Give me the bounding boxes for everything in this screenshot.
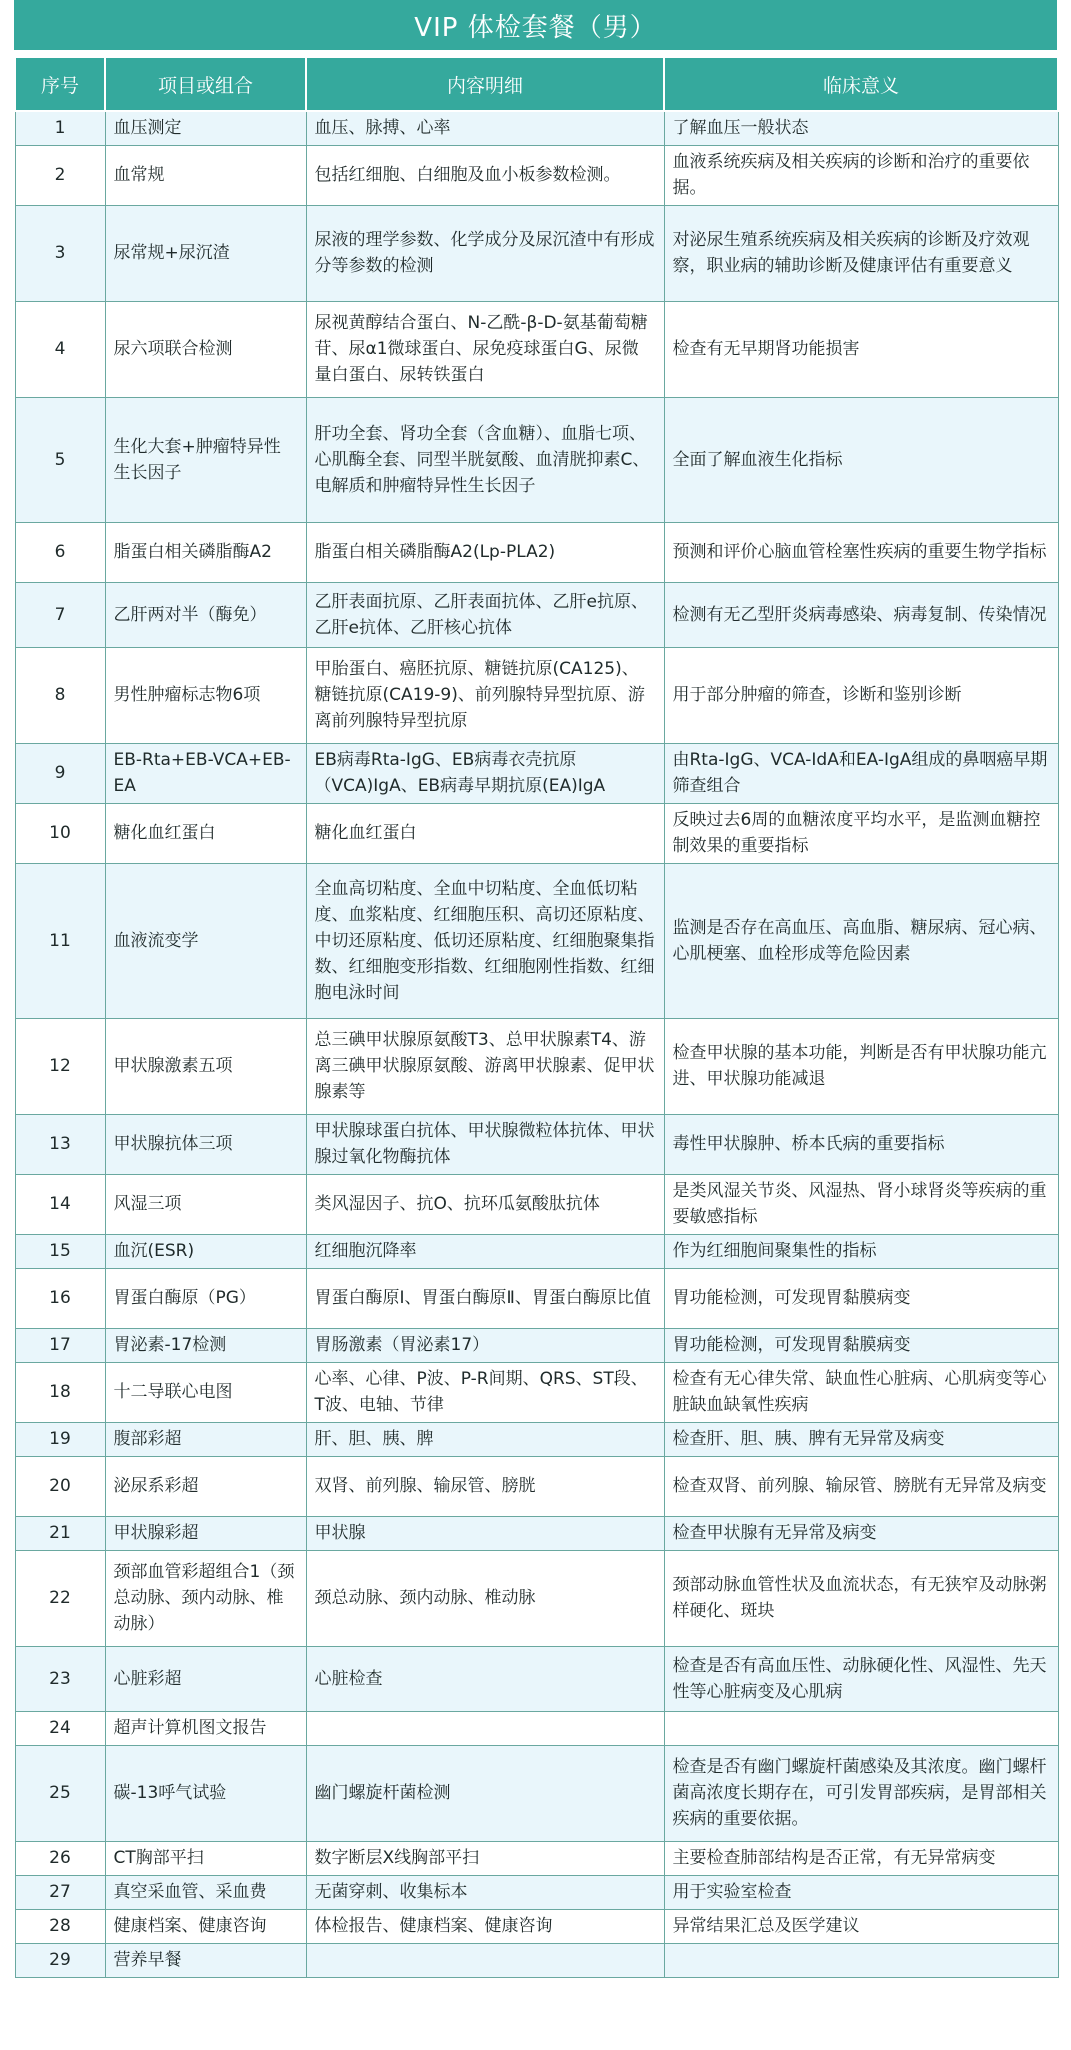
cell-detail: 糖化血红蛋白 bbox=[306, 803, 664, 863]
cell-detail: 总三碘甲状腺原氨酸T3、总甲状腺素T4、游离三碘甲状腺原氨酸、游离甲状腺素、促甲状腺素等 bbox=[306, 1018, 664, 1114]
table-row bbox=[15, 397, 1058, 522]
table-row bbox=[15, 1018, 1058, 1114]
cell-no: 13 bbox=[15, 1114, 105, 1174]
cell-item: 十二导联心电图 bbox=[105, 1362, 306, 1422]
table-row bbox=[15, 1268, 1058, 1328]
cell-no: 27 bbox=[15, 1875, 105, 1909]
table-row bbox=[15, 1875, 1058, 1909]
table-row bbox=[15, 582, 1058, 647]
cell-item: 尿常规+尿沉渣 bbox=[105, 205, 306, 301]
cell-no: 22 bbox=[15, 1550, 105, 1646]
cell-meaning: 检查有无早期肾功能损害 bbox=[664, 301, 1058, 397]
cell-meaning: 监测是否存在高血压、高血脂、糖尿病、冠心病、心肌梗塞、血栓形成等危险因素 bbox=[664, 863, 1058, 1018]
header-item: 项目或组合 bbox=[105, 57, 306, 111]
cell-meaning: 全面了解血液生化指标 bbox=[664, 397, 1058, 522]
cell-meaning bbox=[664, 1943, 1058, 1977]
cell-item: 心脏彩超 bbox=[105, 1646, 306, 1711]
cell-item: 健康档案、健康咨询 bbox=[105, 1909, 306, 1943]
cell-detail: EB病毒Rta-IgG、EB病毒衣壳抗原（VCA)IgA、EB病毒早期抗原(EA)IgA bbox=[306, 743, 664, 803]
table-row bbox=[15, 1174, 1058, 1234]
table-body bbox=[15, 111, 1058, 1977]
header-meaning: 临床意义 bbox=[664, 57, 1058, 111]
cell-detail: 心脏检查 bbox=[306, 1646, 664, 1711]
cell-detail: 尿视黄醇结合蛋白、N-乙酰-β-D-氨基葡萄糖苷、尿α1微球蛋白、尿免疫球蛋白G、尿微量白蛋白、尿转铁蛋白 bbox=[306, 301, 664, 397]
cell-meaning: 检查甲状腺有无异常及病变 bbox=[664, 1516, 1058, 1550]
cell-detail: 红细胞沉降率 bbox=[306, 1234, 664, 1268]
cell-detail: 无菌穿刺、收集标本 bbox=[306, 1875, 664, 1909]
table-row bbox=[15, 803, 1058, 863]
cell-no: 12 bbox=[15, 1018, 105, 1114]
cell-meaning: 颈部动脉血管性状及血流状态，有无狭窄及动脉粥样硬化、斑块 bbox=[664, 1550, 1058, 1646]
cell-meaning bbox=[664, 1711, 1058, 1745]
cell-detail: 乙肝表面抗原、乙肝表面抗体、乙肝e抗原、乙肝e抗体、乙肝核心抗体 bbox=[306, 582, 664, 647]
cell-no: 6 bbox=[15, 522, 105, 582]
cell-no: 16 bbox=[15, 1268, 105, 1328]
cell-no: 9 bbox=[15, 743, 105, 803]
cell-meaning: 用于实验室检查 bbox=[664, 1875, 1058, 1909]
table-row bbox=[15, 1422, 1058, 1456]
cell-no: 17 bbox=[15, 1328, 105, 1362]
cell-meaning: 了解血压一般状态 bbox=[664, 111, 1058, 145]
table-row bbox=[15, 1745, 1058, 1841]
cell-detail: 颈总动脉、颈内动脉、椎动脉 bbox=[306, 1550, 664, 1646]
cell-no: 29 bbox=[15, 1943, 105, 1977]
cell-no: 4 bbox=[15, 301, 105, 397]
cell-no: 19 bbox=[15, 1422, 105, 1456]
table-row bbox=[15, 1550, 1058, 1646]
table-row bbox=[15, 1234, 1058, 1268]
table-row bbox=[15, 863, 1058, 1018]
cell-detail: 肝功全套、肾功全套（含血糖）、血脂七项、心肌酶全套、同型半胱氨酸、血清胱抑素C、电解质和肿瘤特异性生长因子 bbox=[306, 397, 664, 522]
cell-detail: 包括红细胞、白细胞及血小板参数检测。 bbox=[306, 145, 664, 205]
cell-item: 颈部血管彩超组合1（颈总动脉、颈内动脉、椎动脉） bbox=[105, 1550, 306, 1646]
cell-item: 风湿三项 bbox=[105, 1174, 306, 1234]
cell-detail: 胃蛋白酶原Ⅰ、胃蛋白酶原Ⅱ、胃蛋白酶原比值 bbox=[306, 1268, 664, 1328]
cell-detail: 甲胎蛋白、癌胚抗原、糖链抗原(CA125)、糖链抗原(CA19-9)、前列腺特异型抗原、游离前列腺特异型抗原 bbox=[306, 647, 664, 743]
cell-item: 真空采血管、采血费 bbox=[105, 1875, 306, 1909]
page-title: VIP 体检套餐（男） bbox=[14, 0, 1057, 50]
table-row bbox=[15, 1516, 1058, 1550]
cell-item: 血常规 bbox=[105, 145, 306, 205]
cell-detail: 幽门螺旋杆菌检测 bbox=[306, 1745, 664, 1841]
cell-no: 10 bbox=[15, 803, 105, 863]
cell-no: 8 bbox=[15, 647, 105, 743]
cell-no: 2 bbox=[15, 145, 105, 205]
cell-item: 超声计算机图文报告 bbox=[105, 1711, 306, 1745]
cell-no: 26 bbox=[15, 1841, 105, 1875]
cell-detail bbox=[306, 1943, 664, 1977]
table-row bbox=[15, 1841, 1058, 1875]
cell-meaning: 主要检查肺部结构是否正常，有无异常病变 bbox=[664, 1841, 1058, 1875]
cell-detail: 类风湿因子、抗O、抗环瓜氨酸肽抗体 bbox=[306, 1174, 664, 1234]
cell-detail: 心率、心律、P波、P-R间期、QRS、ST段、T波、电轴、节律 bbox=[306, 1362, 664, 1422]
cell-item: 脂蛋白相关磷脂酶A2 bbox=[105, 522, 306, 582]
cell-meaning: 胃功能检测，可发现胃黏膜病变 bbox=[664, 1268, 1058, 1328]
cell-no: 25 bbox=[15, 1745, 105, 1841]
table-row bbox=[15, 1114, 1058, 1174]
cell-meaning: 检查双肾、前列腺、输尿管、膀胱有无异常及病变 bbox=[664, 1456, 1058, 1516]
cell-item: 血液流变学 bbox=[105, 863, 306, 1018]
table-row bbox=[15, 647, 1058, 743]
table-row bbox=[15, 1646, 1058, 1711]
cell-meaning: 作为红细胞间聚集性的指标 bbox=[664, 1234, 1058, 1268]
cell-detail: 尿液的理学参数、化学成分及尿沉渣中有形成分等参数的检测 bbox=[306, 205, 664, 301]
cell-item: CT胸部平扫 bbox=[105, 1841, 306, 1875]
table-row bbox=[15, 111, 1058, 145]
cell-meaning: 用于部分肿瘤的筛查，诊断和鉴别诊断 bbox=[664, 647, 1058, 743]
cell-meaning: 检查有无心律失常、缺血性心脏病、心肌病变等心脏缺血缺氧性疾病 bbox=[664, 1362, 1058, 1422]
cell-detail: 甲状腺 bbox=[306, 1516, 664, 1550]
cell-meaning: 反映过去6周的血糖浓度平均水平，是监测血糖控制效果的重要指标 bbox=[664, 803, 1058, 863]
cell-item: 糖化血红蛋白 bbox=[105, 803, 306, 863]
cell-detail: 脂蛋白相关磷脂酶A2(Lp-PLA2) bbox=[306, 522, 664, 582]
table-row bbox=[15, 301, 1058, 397]
cell-meaning: 胃功能检测，可发现胃黏膜病变 bbox=[664, 1328, 1058, 1362]
cell-no: 14 bbox=[15, 1174, 105, 1234]
cell-meaning: 检查是否有幽门螺旋杆菌感染及其浓度。幽门螺杆菌高浓度长期存在，可引发胃部疾病，是胃部相关疾病的重要依据。 bbox=[664, 1745, 1058, 1841]
table-row bbox=[15, 205, 1058, 301]
cell-item: 尿六项联合检测 bbox=[105, 301, 306, 397]
cell-item: 男性肿瘤标志物6项 bbox=[105, 647, 306, 743]
cell-detail: 全血高切粘度、全血中切粘度、全血低切粘度、血浆粘度、红细胞压积、高切还原粘度、中切还原粘度、低切还原粘度、红细胞聚集指数、红细胞变形指数、红细胞刚性指数、红细胞电泳时间 bbox=[306, 863, 664, 1018]
cell-no: 7 bbox=[15, 582, 105, 647]
table-row bbox=[15, 1943, 1058, 1977]
cell-item: 营养早餐 bbox=[105, 1943, 306, 1977]
cell-no: 15 bbox=[15, 1234, 105, 1268]
cell-meaning: 异常结果汇总及医学建议 bbox=[664, 1909, 1058, 1943]
cell-meaning: 检查甲状腺的基本功能，判断是否有甲状腺功能亢进、甲状腺功能减退 bbox=[664, 1018, 1058, 1114]
cell-item: 乙肝两对半（酶免） bbox=[105, 582, 306, 647]
cell-no: 5 bbox=[15, 397, 105, 522]
cell-no: 11 bbox=[15, 863, 105, 1018]
cell-item: 甲状腺激素五项 bbox=[105, 1018, 306, 1114]
cell-detail: 血压、脉搏、心率 bbox=[306, 111, 664, 145]
table-row bbox=[15, 743, 1058, 803]
cell-item: 胃泌素-17检测 bbox=[105, 1328, 306, 1362]
cell-no: 24 bbox=[15, 1711, 105, 1745]
cell-no: 1 bbox=[15, 111, 105, 145]
cell-item: 泌尿系彩超 bbox=[105, 1456, 306, 1516]
cell-meaning: 预测和评价心脑血管栓塞性疾病的重要生物学指标 bbox=[664, 522, 1058, 582]
cell-no: 23 bbox=[15, 1646, 105, 1711]
table-header-row bbox=[15, 57, 1058, 111]
cell-detail bbox=[306, 1711, 664, 1745]
cell-meaning: 是类风湿关节炎、风湿热、肾小球肾炎等疾病的重要敏感指标 bbox=[664, 1174, 1058, 1234]
cell-item: 生化大套+肿瘤特异性生长因子 bbox=[105, 397, 306, 522]
cell-detail: 甲状腺球蛋白抗体、甲状腺微粒体抗体、甲状腺过氧化物酶抗体 bbox=[306, 1114, 664, 1174]
cell-detail: 数字断层X线胸部平扫 bbox=[306, 1841, 664, 1875]
cell-item: 血压测定 bbox=[105, 111, 306, 145]
cell-detail: 胃肠激素（胃泌素17） bbox=[306, 1328, 664, 1362]
table-row bbox=[15, 1362, 1058, 1422]
cell-item: EB-Rta+EB-VCA+EB-EA bbox=[105, 743, 306, 803]
cell-meaning: 检测有无乙型肝炎病毒感染、病毒复制、传染情况 bbox=[664, 582, 1058, 647]
cell-meaning: 由Rta-IgG、VCA-IdA和EA-IgA组成的鼻咽癌早期筛查组合 bbox=[664, 743, 1058, 803]
table-row bbox=[15, 1909, 1058, 1943]
cell-meaning: 毒性甲状腺肿、桥本氏病的重要指标 bbox=[664, 1114, 1058, 1174]
cell-no: 28 bbox=[15, 1909, 105, 1943]
cell-no: 3 bbox=[15, 205, 105, 301]
checkup-table bbox=[14, 56, 1059, 1978]
table-row bbox=[15, 1456, 1058, 1516]
cell-meaning: 血液系统疾病及相关疾病的诊断和治疗的重要依据。 bbox=[664, 145, 1058, 205]
cell-no: 18 bbox=[15, 1362, 105, 1422]
header-no: 序号 bbox=[15, 57, 105, 111]
cell-item: 腹部彩超 bbox=[105, 1422, 306, 1456]
cell-item: 碳-13呼气试验 bbox=[105, 1745, 306, 1841]
cell-meaning: 检查肝、胆、胰、脾有无异常及病变 bbox=[664, 1422, 1058, 1456]
table-row bbox=[15, 1711, 1058, 1745]
cell-detail: 肝、胆、胰、脾 bbox=[306, 1422, 664, 1456]
table-row bbox=[15, 522, 1058, 582]
table-row bbox=[15, 145, 1058, 205]
cell-no: 20 bbox=[15, 1456, 105, 1516]
cell-item: 血沉(ESR) bbox=[105, 1234, 306, 1268]
cell-meaning: 检查是否有高血压性、动脉硬化性、风湿性、先天性等心脏病变及心肌病 bbox=[664, 1646, 1058, 1711]
cell-detail: 双肾、前列腺、输尿管、膀胱 bbox=[306, 1456, 664, 1516]
cell-item: 胃蛋白酶原（PG） bbox=[105, 1268, 306, 1328]
cell-meaning: 对泌尿生殖系统疾病及相关疾病的诊断及疗效观察，职业病的辅助诊断及健康评估有重要意义 bbox=[664, 205, 1058, 301]
cell-detail: 体检报告、健康档案、健康咨询 bbox=[306, 1909, 664, 1943]
table-row bbox=[15, 1328, 1058, 1362]
cell-no: 21 bbox=[15, 1516, 105, 1550]
header-detail: 内容明细 bbox=[306, 57, 664, 111]
cell-item: 甲状腺抗体三项 bbox=[105, 1114, 306, 1174]
cell-item: 甲状腺彩超 bbox=[105, 1516, 306, 1550]
